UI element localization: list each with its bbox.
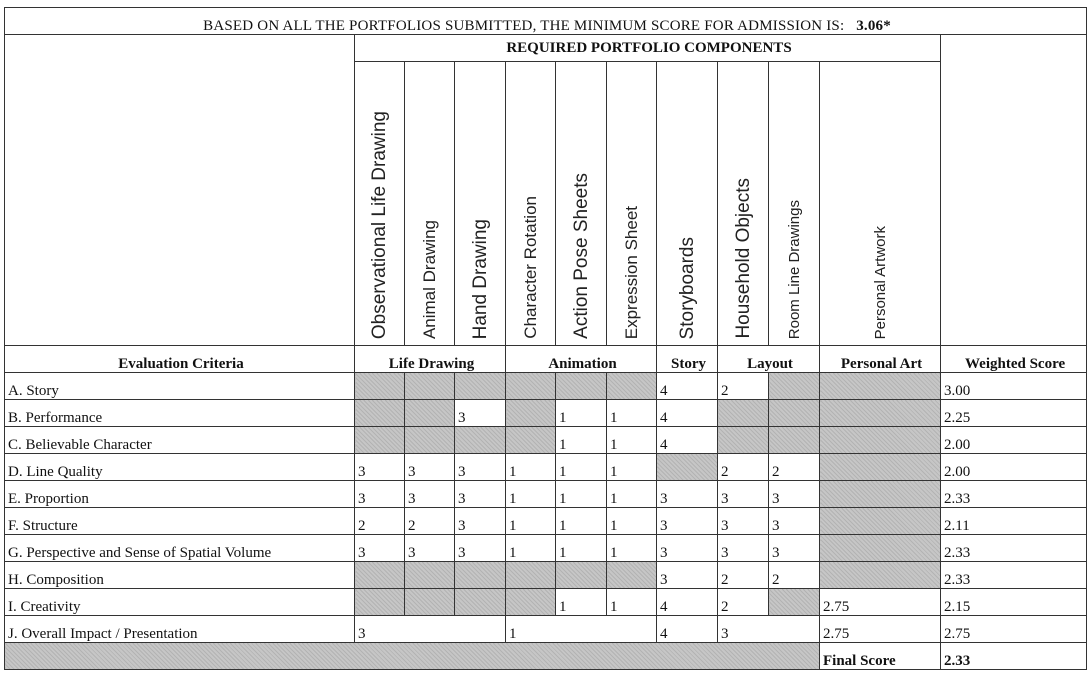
banner-text: BASED ON ALL THE PORTFOLIOS SUBMITTED, THE MINIMUM SCORE FOR ADMISSION IS: — [203, 18, 845, 34]
score-cell — [820, 400, 941, 427]
score-cell: 4 — [657, 427, 718, 454]
score-cell — [769, 427, 820, 454]
weighted-score-cell: 2.25 — [941, 400, 1087, 427]
component-header-9 — [769, 62, 820, 346]
score-cell — [405, 400, 455, 427]
score-cell: 4 — [657, 373, 718, 400]
score-cell — [820, 454, 941, 481]
score-cell — [556, 373, 607, 400]
component-label: Household Objects — [732, 178, 754, 339]
score-cell — [355, 589, 405, 616]
life-drawing-header: Life Drawing — [355, 346, 506, 373]
score-cell — [506, 400, 556, 427]
score-cell — [355, 562, 405, 589]
weighted-score-cell: 2.00 — [941, 454, 1087, 481]
personal-art-header: Personal Art — [820, 346, 941, 373]
score-cell: 3 — [657, 508, 718, 535]
score-cell: 2 — [769, 454, 820, 481]
score-cell: 3 — [405, 454, 455, 481]
score-cell: 1 — [506, 535, 556, 562]
blank-corner-cell — [5, 35, 355, 346]
animation-header: Animation — [506, 346, 657, 373]
component-header-5 — [556, 62, 607, 346]
score-cell — [769, 400, 820, 427]
score-cell: 2 — [718, 454, 769, 481]
minimum-score-value: 3.06* — [856, 18, 891, 34]
final-shaded-band — [5, 643, 820, 670]
score-cell: 1 — [506, 454, 556, 481]
score-cell — [820, 427, 941, 454]
score-cell — [455, 373, 506, 400]
score-cell: 3 — [455, 535, 506, 562]
minimum-score-banner — [5, 8, 1087, 35]
score-cell: 3 — [718, 535, 769, 562]
score-cell — [607, 373, 657, 400]
score-cell — [405, 589, 455, 616]
criteria-label: C. Believable Character — [5, 427, 355, 454]
score-table — [4, 7, 1087, 670]
score-cell: 2 — [718, 373, 769, 400]
overall-life-drawing: 3 — [355, 616, 506, 643]
layout-header: Layout — [718, 346, 820, 373]
component-header-2 — [405, 62, 455, 346]
score-cell — [769, 589, 820, 616]
overall-animation: 1 — [506, 616, 657, 643]
criteria-label: I. Creativity — [5, 589, 355, 616]
score-cell: 1 — [556, 400, 607, 427]
score-cell: 3 — [718, 508, 769, 535]
score-cell: 1 — [607, 481, 657, 508]
criteria-header: Evaluation Criteria — [5, 346, 355, 373]
criteria-label: A. Story — [5, 373, 355, 400]
score-cell — [820, 508, 941, 535]
final-row — [5, 643, 1087, 670]
score-cell: 3 — [455, 508, 506, 535]
component-label: Observational Life Drawing — [369, 110, 390, 339]
criteria-row — [5, 535, 1087, 562]
criteria-row — [5, 589, 1087, 616]
component-label: Expression Sheet — [622, 205, 641, 339]
score-cell: 2 — [718, 589, 769, 616]
weighted-score-cell: 2.33 — [941, 481, 1087, 508]
criteria-row — [5, 427, 1087, 454]
score-cell — [820, 481, 941, 508]
score-cell: 3 — [455, 400, 506, 427]
weighted-score-header: Weighted Score — [941, 346, 1087, 373]
score-cell: 1 — [607, 400, 657, 427]
score-cell: 1 — [607, 589, 657, 616]
score-cell: 3 — [657, 481, 718, 508]
score-cell — [718, 427, 769, 454]
component-header-8 — [718, 62, 769, 346]
score-cell: 4 — [657, 400, 718, 427]
score-cell — [820, 373, 941, 400]
score-cell: 3 — [405, 481, 455, 508]
weighted-score-cell: 2.15 — [941, 589, 1087, 616]
component-label: Storyboards — [676, 236, 698, 339]
weighted-score-cell: 2.33 — [941, 562, 1087, 589]
score-cell: 1 — [556, 427, 607, 454]
score-cell: 3 — [355, 454, 405, 481]
overall-story: 4 — [657, 616, 718, 643]
overall-label: J. Overall Impact / Presentation — [5, 616, 355, 643]
score-cell: 1 — [556, 454, 607, 481]
score-cell: 3 — [657, 562, 718, 589]
component-label: Action Pose Sheets — [570, 173, 592, 339]
overall-personal-art: 2.75 — [820, 616, 941, 643]
score-cell: 1 — [607, 508, 657, 535]
score-cell — [607, 562, 657, 589]
component-header-3 — [455, 62, 506, 346]
score-cell: 3 — [769, 481, 820, 508]
score-cell — [455, 589, 506, 616]
weighted-score-cell: 2.33 — [941, 535, 1087, 562]
weighted-score-cell: 2.00 — [941, 427, 1087, 454]
criteria-label: B. Performance — [5, 400, 355, 427]
score-cell: 1 — [506, 481, 556, 508]
score-cell — [769, 373, 820, 400]
weighted-score-cell: 3.00 — [941, 373, 1087, 400]
score-cell: 3 — [718, 481, 769, 508]
criteria-label: H. Composition — [5, 562, 355, 589]
score-cell — [506, 562, 556, 589]
criteria-row — [5, 481, 1087, 508]
score-cell: 2.75 — [820, 589, 941, 616]
final-score-value: 2.33 — [941, 643, 1087, 670]
criteria-row — [5, 454, 1087, 481]
criteria-label: G. Perspective and Sense of Spatial Volume — [5, 535, 355, 562]
score-cell — [405, 562, 455, 589]
criteria-label: D. Line Quality — [5, 454, 355, 481]
component-label: Room Line Drawings — [785, 199, 803, 339]
final-score-label: Final Score — [820, 643, 941, 670]
criteria-row — [5, 373, 1087, 400]
overall-row — [5, 616, 1087, 643]
score-cell: 2 — [405, 508, 455, 535]
score-cell: 3 — [769, 508, 820, 535]
score-cell: 2 — [769, 562, 820, 589]
weighted-score-cell: 2.11 — [941, 508, 1087, 535]
component-label: Personal Artwork — [871, 225, 889, 339]
criteria-row — [5, 400, 1087, 427]
score-cell — [657, 454, 718, 481]
score-cell — [506, 373, 556, 400]
score-cell: 1 — [607, 454, 657, 481]
score-cell: 1 — [556, 589, 607, 616]
score-cell: 1 — [556, 508, 607, 535]
blank-weighted-header-cell — [941, 35, 1087, 346]
component-header-1 — [355, 62, 405, 346]
score-cell — [355, 427, 405, 454]
score-cell: 1 — [607, 427, 657, 454]
component-label: Character Rotation — [521, 196, 540, 339]
criteria-row — [5, 508, 1087, 535]
score-cell — [506, 427, 556, 454]
criteria-label: F. Structure — [5, 508, 355, 535]
score-cell: 2 — [355, 508, 405, 535]
score-cell: 3 — [455, 454, 506, 481]
score-cell: 2 — [718, 562, 769, 589]
score-cell: 4 — [657, 589, 718, 616]
criteria-row — [5, 562, 1087, 589]
component-header-7 — [657, 62, 718, 346]
overall-layout: 3 — [718, 616, 820, 643]
score-cell: 1 — [607, 535, 657, 562]
component-label: Animal Drawing — [420, 219, 439, 339]
score-cell: 3 — [405, 535, 455, 562]
score-cell — [506, 589, 556, 616]
score-cell — [455, 562, 506, 589]
score-cell — [820, 562, 941, 589]
score-cell — [405, 373, 455, 400]
required-components-title: REQUIRED PORTFOLIO COMPONENTS — [355, 35, 941, 62]
score-cell — [718, 400, 769, 427]
story-header: Story — [657, 346, 718, 373]
score-cell: 3 — [455, 481, 506, 508]
score-cell: 3 — [355, 481, 405, 508]
criteria-label: E. Proportion — [5, 481, 355, 508]
score-cell: 1 — [556, 481, 607, 508]
score-cell — [820, 535, 941, 562]
overall-weighted: 2.75 — [941, 616, 1087, 643]
score-cell: 1 — [506, 508, 556, 535]
score-cell: 3 — [657, 535, 718, 562]
score-cell — [355, 373, 405, 400]
score-cell: 3 — [355, 535, 405, 562]
component-label: Hand Drawing — [469, 218, 491, 339]
component-header-4 — [506, 62, 556, 346]
score-cell — [355, 400, 405, 427]
score-cell — [455, 427, 506, 454]
score-cell — [405, 427, 455, 454]
score-cell: 3 — [769, 535, 820, 562]
score-cell: 1 — [556, 535, 607, 562]
score-cell — [556, 562, 607, 589]
component-header-10 — [820, 62, 941, 346]
component-header-6 — [607, 62, 657, 346]
